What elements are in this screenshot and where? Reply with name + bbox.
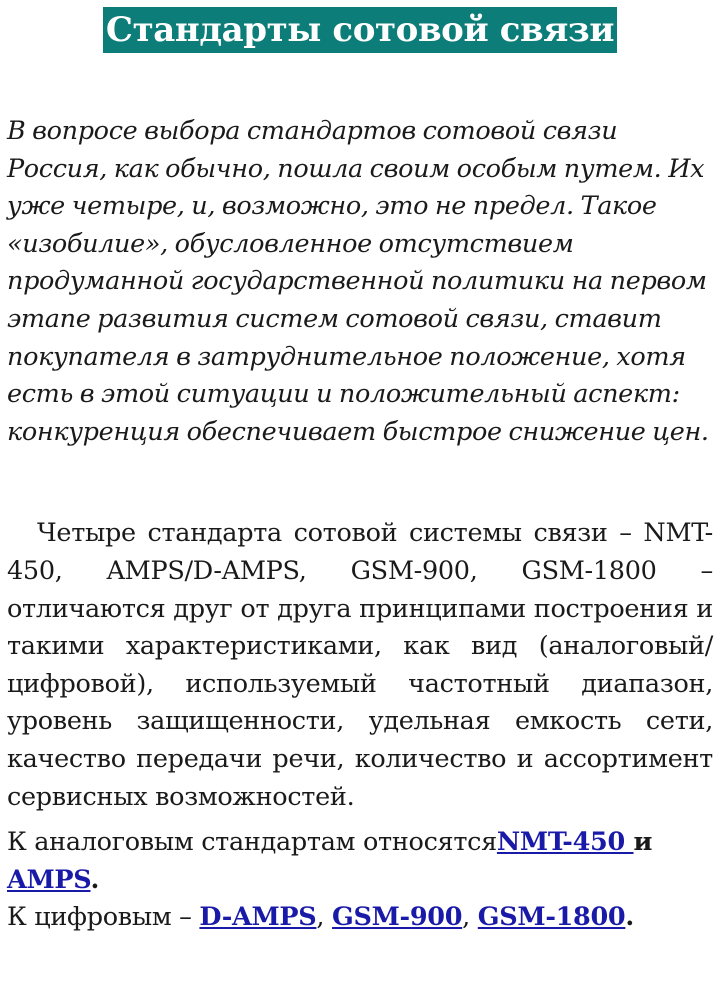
amps-link[interactable]: AMPS xyxy=(7,864,91,895)
page-title: Стандарты сотовой связи xyxy=(103,7,617,53)
nmt-450-link[interactable]: NMT-450 xyxy=(496,827,634,858)
digital-separator-1: , xyxy=(316,902,333,933)
analog-conjunction: и xyxy=(633,827,653,858)
analog-end: . xyxy=(90,864,100,895)
gsm-900-link[interactable]: GSM-900 xyxy=(332,902,463,933)
digital-standards-line xyxy=(7,899,713,937)
intro-paragraph: В вопросе выбора стандартов сотовой связи Россия, как обычно, пошла своим особым путем. Их уже четыре, и, возможно, это не предел. Такое «изобилие», обусловленное отсутствием продуманной государственной политики на первом этапе развития систем сотовой связи, ставит покупателя в затруднительное положение, хотя есть в этой ситуации и положительный аспект: конкуренция обеспечивает быстрое снижение цен. xyxy=(7,116,709,447)
digital-separator-2: , xyxy=(462,902,478,933)
digital-prefix: К цифровым – xyxy=(7,902,200,933)
analog-standards-line xyxy=(7,824,713,899)
title-wrap xyxy=(7,0,713,53)
body-paragraph: Четыре стандарта сотовой системы связи – NMT-450, AMPS/D-AMPS, GSM-900, GSM-1800 – отличаются друг от друга принципами построения и такими характеристиками, как вид (аналоговый/цифровой), используемый частотный диапазон, уровень защищенности, удельная емкость сети, качество передачи речи, количество и ассортимент сервисных возможностей. xyxy=(7,518,713,812)
d-amps-link[interactable]: D-AMPS xyxy=(199,902,317,933)
digital-end: . xyxy=(625,902,634,933)
analog-prefix: К аналоговым стандартам относятся xyxy=(7,827,497,858)
gsm-1800-link[interactable]: GSM-1800 xyxy=(477,902,626,933)
